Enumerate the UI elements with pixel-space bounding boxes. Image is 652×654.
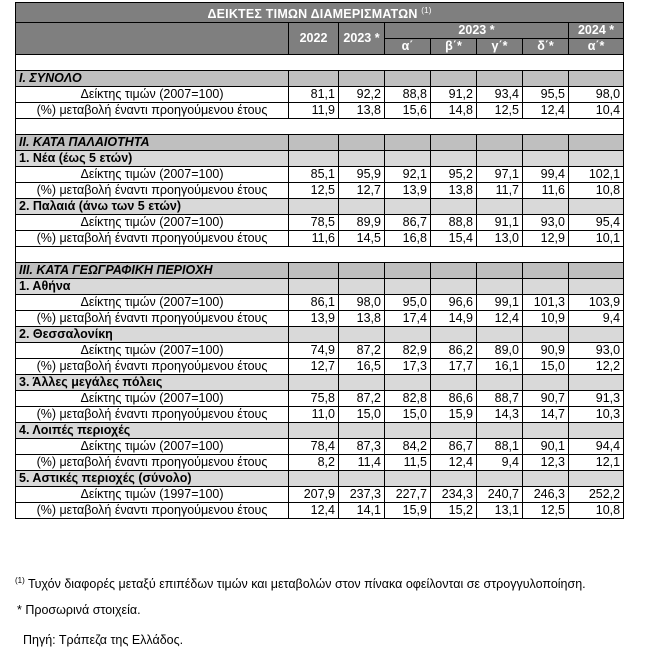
section-title-fill [289, 263, 339, 279]
table-row [16, 439, 624, 455]
spacer-cell [16, 55, 624, 71]
section-title-fill [523, 71, 569, 87]
row-label: Δείκτης τιμών (2007=100) [16, 439, 289, 455]
row-label: Δείκτης τιμών (2007=100) [16, 391, 289, 407]
value-cell: 207,9 [289, 487, 339, 503]
value-cell: 12,5 [477, 103, 523, 119]
value-cell: 13,8 [339, 311, 385, 327]
section-title: II. ΚΑΤΑ ΠΑΛΑΙΟΤΗΤΑ [16, 135, 289, 151]
value-cell: 86,7 [385, 215, 431, 231]
provisional-note: * Προσωρινά στοιχεία. [17, 603, 141, 617]
value-cell: 95,0 [385, 295, 431, 311]
value-cell: 10,8 [569, 183, 624, 199]
value-cell: 89,9 [339, 215, 385, 231]
value-cell: 102,1 [569, 167, 624, 183]
value-cell: 234,3 [431, 487, 477, 503]
header-q3: γ΄* [477, 39, 523, 55]
row-label: Δείκτης τιμών (1997=100) [16, 487, 289, 503]
title-row [16, 3, 624, 23]
section-title: III. ΚΑΤΑ ΓΕΩΓΡΑΦΙΚΗ ΠΕΡΙΟΧΗ [16, 263, 289, 279]
subgroup-title-fill [569, 199, 624, 215]
header-q2: β΄* [431, 39, 477, 55]
value-cell: 17,3 [385, 359, 431, 375]
subgroup-title-fill [569, 423, 624, 439]
subgroup-title-fill [477, 327, 523, 343]
value-cell: 16,5 [339, 359, 385, 375]
value-cell: 14,8 [431, 103, 477, 119]
value-cell: 74,9 [289, 343, 339, 359]
price-index-table-container [15, 2, 623, 519]
value-cell: 101,3 [523, 295, 569, 311]
value-cell: 10,4 [569, 103, 624, 119]
subgroup-title-row [16, 375, 624, 391]
subgroup-title-fill [385, 279, 431, 295]
section-title: I. ΣΥΝΟΛΟ [16, 71, 289, 87]
value-cell: 96,6 [431, 295, 477, 311]
subgroup-title-fill [523, 199, 569, 215]
value-cell: 237,3 [339, 487, 385, 503]
value-cell: 14,9 [431, 311, 477, 327]
section-title-fill [385, 263, 431, 279]
value-cell: 91,3 [569, 391, 624, 407]
subgroup-title: 3. Άλλες μεγάλες πόλεις [16, 375, 289, 391]
value-cell: 13,1 [477, 503, 523, 519]
value-cell: 15,0 [523, 359, 569, 375]
value-cell: 99,4 [523, 167, 569, 183]
value-cell: 11,9 [289, 103, 339, 119]
subgroup-title-fill [385, 423, 431, 439]
value-cell: 87,2 [339, 343, 385, 359]
header-q4: δ΄* [523, 39, 569, 55]
section-title-fill [385, 71, 431, 87]
section-title-fill [431, 135, 477, 151]
subgroup-title: 2. Παλαιά (άνω των 5 ετών) [16, 199, 289, 215]
row-label: (%) μεταβολή έναντι προηγούμενου έτους [16, 455, 289, 471]
subgroup-title-fill [523, 423, 569, 439]
value-cell: 86,2 [431, 343, 477, 359]
row-label: (%) μεταβολή έναντι προηγούμενου έτους [16, 231, 289, 247]
section-title-fill [431, 71, 477, 87]
header-2023-quarters: 2023 * [385, 23, 569, 39]
subgroup-title-row [16, 327, 624, 343]
section-title-fill [569, 71, 624, 87]
subgroup-title-fill [289, 279, 339, 295]
value-cell: 90,1 [523, 439, 569, 455]
value-cell: 86,6 [431, 391, 477, 407]
subgroup-title-fill [289, 471, 339, 487]
value-cell: 10,8 [569, 503, 624, 519]
spacer-row [16, 119, 624, 135]
subgroup-title-fill [289, 199, 339, 215]
row-label: (%) μεταβολή έναντι προηγούμενου έτους [16, 359, 289, 375]
subgroup-title-fill [339, 423, 385, 439]
header-2022: 2022 [289, 23, 339, 55]
row-label: Δείκτης τιμών (2007=100) [16, 167, 289, 183]
subgroup-title-fill [339, 151, 385, 167]
value-cell: 15,9 [431, 407, 477, 423]
value-cell: 15,0 [339, 407, 385, 423]
spacer-cell [16, 119, 624, 135]
row-label: (%) μεταβολή έναντι προηγούμενου έτους [16, 103, 289, 119]
subgroup-title-fill [431, 327, 477, 343]
section-title-fill [523, 135, 569, 151]
value-cell: 12,4 [523, 103, 569, 119]
subgroup-title-fill [385, 151, 431, 167]
value-cell: 78,4 [289, 439, 339, 455]
header-2024-q1: α΄* [569, 39, 624, 55]
section-title-fill [523, 263, 569, 279]
subgroup-title-fill [385, 375, 431, 391]
section-title-fill [289, 71, 339, 87]
value-cell: 12,4 [477, 311, 523, 327]
subgroup-title-fill [569, 279, 624, 295]
value-cell: 12,1 [569, 455, 624, 471]
subgroup-title-fill [523, 151, 569, 167]
section-title-row [16, 263, 624, 279]
value-cell: 85,1 [289, 167, 339, 183]
table-row [16, 215, 624, 231]
spacer-cell [16, 247, 624, 263]
subgroup-title: 5. Αστικές περιοχές (σύνολο) [16, 471, 289, 487]
value-cell: 86,1 [289, 295, 339, 311]
subgroup-title-fill [569, 471, 624, 487]
subgroup-title-row [16, 279, 624, 295]
value-cell: 92,1 [385, 167, 431, 183]
subgroup-title-fill [477, 199, 523, 215]
value-cell: 93,4 [477, 87, 523, 103]
value-cell: 12,4 [431, 455, 477, 471]
section-title-fill [385, 135, 431, 151]
value-cell: 98,0 [339, 295, 385, 311]
table-row [16, 167, 624, 183]
table-row [16, 87, 624, 103]
value-cell: 92,2 [339, 87, 385, 103]
value-cell: 14,1 [339, 503, 385, 519]
value-cell: 12,3 [523, 455, 569, 471]
section-title-fill [477, 71, 523, 87]
title-footnote-mark: (1) [421, 6, 432, 15]
value-cell: 98,0 [569, 87, 624, 103]
spacer-row [16, 247, 624, 263]
header-2023: 2023 * [339, 23, 385, 55]
value-cell: 82,8 [385, 391, 431, 407]
row-label: (%) μεταβολή έναντι προηγούμενου έτους [16, 183, 289, 199]
value-cell: 15,2 [431, 503, 477, 519]
subgroup-title-fill [431, 375, 477, 391]
value-cell: 12,5 [523, 503, 569, 519]
section-title-fill [569, 263, 624, 279]
subgroup-title-fill [339, 279, 385, 295]
subgroup-title-fill [339, 471, 385, 487]
value-cell: 84,2 [385, 439, 431, 455]
value-cell: 13,0 [477, 231, 523, 247]
subgroup-title-fill [569, 327, 624, 343]
section-title-fill [339, 135, 385, 151]
value-cell: 10,9 [523, 311, 569, 327]
subgroup-title-fill [339, 199, 385, 215]
value-cell: 12,5 [289, 183, 339, 199]
value-cell: 95,5 [523, 87, 569, 103]
table-row [16, 295, 624, 311]
subgroup-title-fill [477, 375, 523, 391]
header-blank [16, 23, 289, 55]
section-title-row [16, 135, 624, 151]
value-cell: 13,8 [431, 183, 477, 199]
value-cell: 12,4 [289, 503, 339, 519]
header-2024: 2024 * [569, 23, 624, 39]
value-cell: 227,7 [385, 487, 431, 503]
section-title-row [16, 71, 624, 87]
subgroup-title: 1. Νέα (έως 5 ετών) [16, 151, 289, 167]
value-cell: 88,7 [477, 391, 523, 407]
table-row [16, 487, 624, 503]
footnote-text: Τυχόν διαφορές μεταξύ επιπέδων τιμών και μεταβολών στον πίνακα οφείλονται σε στρογγυλοποίηση. [28, 577, 586, 592]
value-cell: 15,0 [385, 407, 431, 423]
subgroup-title-fill [477, 279, 523, 295]
value-cell: 13,9 [289, 311, 339, 327]
subgroup-title-fill [385, 327, 431, 343]
value-cell: 9,4 [477, 455, 523, 471]
subgroup-title-fill [431, 151, 477, 167]
section-title-fill [477, 135, 523, 151]
section-title-fill [339, 263, 385, 279]
value-cell: 94,4 [569, 439, 624, 455]
table-row [16, 503, 624, 519]
subgroup-title-fill [523, 471, 569, 487]
value-cell: 95,4 [569, 215, 624, 231]
value-cell: 11,6 [523, 183, 569, 199]
value-cell: 15,6 [385, 103, 431, 119]
row-label: (%) μεταβολή έναντι προηγούμενου έτους [16, 503, 289, 519]
subgroup-title-fill [385, 199, 431, 215]
value-cell: 252,2 [569, 487, 624, 503]
value-cell: 14,5 [339, 231, 385, 247]
subgroup-title: 2. Θεσσαλονίκη [16, 327, 289, 343]
value-cell: 11,0 [289, 407, 339, 423]
value-cell: 16,1 [477, 359, 523, 375]
value-cell: 93,0 [569, 343, 624, 359]
subgroup-title-fill [289, 327, 339, 343]
value-cell: 91,2 [431, 87, 477, 103]
value-cell: 17,4 [385, 311, 431, 327]
subgroup-title-fill [385, 471, 431, 487]
value-cell: 240,7 [477, 487, 523, 503]
subgroup-title-fill [431, 471, 477, 487]
value-cell: 97,1 [477, 167, 523, 183]
value-cell: 14,7 [523, 407, 569, 423]
row-label: Δείκτης τιμών (2007=100) [16, 215, 289, 231]
subgroup-title-fill [339, 375, 385, 391]
subgroup-title: 4. Λοιπές περιοχές [16, 423, 289, 439]
spacer-row [16, 55, 624, 71]
table-row [16, 183, 624, 199]
value-cell: 10,3 [569, 407, 624, 423]
table-row [16, 231, 624, 247]
table-row [16, 311, 624, 327]
section-title-fill [477, 263, 523, 279]
table-row [16, 359, 624, 375]
subgroup-title: 1. Αθήνα [16, 279, 289, 295]
subgroup-title-fill [431, 199, 477, 215]
value-cell: 9,4 [569, 311, 624, 327]
value-cell: 14,3 [477, 407, 523, 423]
value-cell: 13,8 [339, 103, 385, 119]
subgroup-title-row [16, 423, 624, 439]
subgroup-title-fill [477, 471, 523, 487]
subgroup-title-fill [431, 279, 477, 295]
value-cell: 12,9 [523, 231, 569, 247]
subgroup-title-fill [523, 279, 569, 295]
section-title-fill [339, 71, 385, 87]
value-cell: 15,4 [431, 231, 477, 247]
source-note: Πηγή: Τράπεζα της Ελλάδος. [23, 633, 184, 647]
value-cell: 99,1 [477, 295, 523, 311]
subgroup-title-row [16, 471, 624, 487]
value-cell: 11,5 [385, 455, 431, 471]
table-row [16, 455, 624, 471]
row-label: (%) μεταβολή έναντι προηγούμενου έτους [16, 407, 289, 423]
footnote-mark: (1) [15, 576, 25, 585]
value-cell: 13,9 [385, 183, 431, 199]
value-cell: 87,2 [339, 391, 385, 407]
table-row [16, 103, 624, 119]
value-cell: 91,1 [477, 215, 523, 231]
header-row-1 [16, 23, 624, 39]
value-cell: 11,4 [339, 455, 385, 471]
value-cell: 82,9 [385, 343, 431, 359]
value-cell: 75,8 [289, 391, 339, 407]
subgroup-title-fill [289, 151, 339, 167]
value-cell: 81,1 [289, 87, 339, 103]
subgroup-title-fill [569, 151, 624, 167]
value-cell: 88,8 [431, 215, 477, 231]
value-cell: 86,7 [431, 439, 477, 455]
row-label: Δείκτης τιμών (2007=100) [16, 343, 289, 359]
row-label: Δείκτης τιμών (2007=100) [16, 295, 289, 311]
subgroup-title-fill [289, 423, 339, 439]
value-cell: 15,9 [385, 503, 431, 519]
rounding-footnote [15, 573, 586, 592]
value-cell: 89,0 [477, 343, 523, 359]
value-cell: 12,2 [569, 359, 624, 375]
value-cell: 103,9 [569, 295, 624, 311]
value-cell: 90,7 [523, 391, 569, 407]
subgroup-title-fill [477, 151, 523, 167]
value-cell: 87,3 [339, 439, 385, 455]
section-title-fill [431, 263, 477, 279]
value-cell: 16,8 [385, 231, 431, 247]
value-cell: 11,6 [289, 231, 339, 247]
value-cell: 246,3 [523, 487, 569, 503]
value-cell: 88,8 [385, 87, 431, 103]
subgroup-title-fill [431, 423, 477, 439]
table-row [16, 343, 624, 359]
value-cell: 93,0 [523, 215, 569, 231]
value-cell: 17,7 [431, 359, 477, 375]
row-label: Δείκτης τιμών (2007=100) [16, 87, 289, 103]
table-title [16, 3, 624, 23]
header-q1: α΄ [385, 39, 431, 55]
value-cell: 78,5 [289, 215, 339, 231]
value-cell: 12,7 [289, 359, 339, 375]
subgroup-title-fill [477, 423, 523, 439]
subgroup-title-fill [523, 375, 569, 391]
value-cell: 95,9 [339, 167, 385, 183]
subgroup-title-fill [523, 327, 569, 343]
value-cell: 8,2 [289, 455, 339, 471]
row-label: (%) μεταβολή έναντι προηγούμενου έτους [16, 311, 289, 327]
subgroup-title-fill [289, 375, 339, 391]
section-title-fill [289, 135, 339, 151]
value-cell: 10,1 [569, 231, 624, 247]
price-index-table [15, 2, 624, 519]
value-cell: 12,7 [339, 183, 385, 199]
subgroup-title-row [16, 199, 624, 215]
value-cell: 11,7 [477, 183, 523, 199]
table-row [16, 391, 624, 407]
subgroup-title-fill [339, 327, 385, 343]
subgroup-title-row [16, 151, 624, 167]
subgroup-title-fill [569, 375, 624, 391]
table-row [16, 407, 624, 423]
value-cell: 88,1 [477, 439, 523, 455]
value-cell: 90,9 [523, 343, 569, 359]
section-title-fill [569, 135, 624, 151]
value-cell: 95,2 [431, 167, 477, 183]
table-title-text: ΔΕΙΚΤΕΣ ΤΙΜΩΝ ΔΙΑΜΕΡΙΣΜΑΤΩΝ [207, 7, 418, 22]
